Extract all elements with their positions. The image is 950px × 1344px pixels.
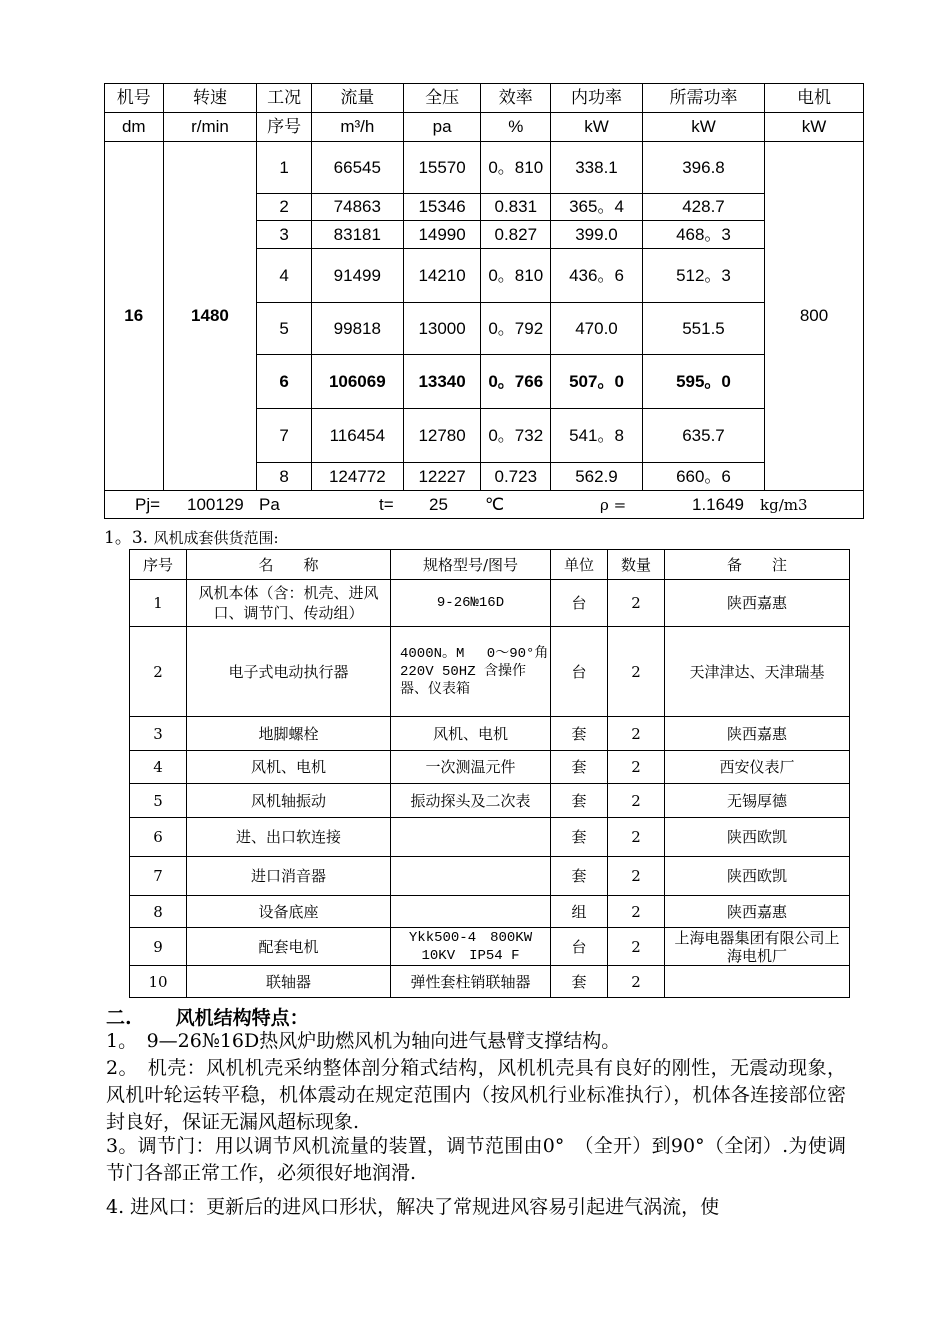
flow-cell: 106069: [311, 355, 403, 409]
note-cell: 陕西嘉惠: [665, 896, 850, 928]
inner-power-cell: 562.9: [551, 463, 643, 491]
row-number-cell: 7: [130, 857, 187, 896]
section-number: 二.: [106, 1007, 132, 1029]
note-cell: 陕西欧凯: [665, 818, 850, 857]
quantity-cell: 2: [608, 627, 665, 717]
item-name-cell: 联轴器: [187, 966, 391, 998]
efficiency-cell: 0.827: [481, 221, 551, 249]
spec-cell: [391, 818, 551, 857]
unit-cell: 套: [551, 751, 608, 784]
quantity-cell: 2: [608, 751, 665, 784]
row-number-cell: 6: [130, 818, 187, 857]
header-cell: 单位: [551, 550, 608, 580]
spec-cell: 弹性套柱销联轴器: [391, 966, 551, 998]
required-power-cell: 396.8: [642, 142, 764, 194]
inner-power-cell: 365。4: [551, 194, 643, 221]
row-number-cell: 9: [130, 928, 187, 966]
condition-no-cell: 6: [257, 355, 312, 409]
paragraph: 3。调节门：用以调节风机流量的装置，调节范围由0° （全开）到90°（全闭）.为使调节门各部正常工作，必须很好地润滑.: [106, 1135, 846, 1184]
perf-header-row-1: [105, 84, 864, 113]
unit-cell: 组: [551, 896, 608, 928]
pressure-cell: 15570: [403, 142, 481, 194]
unit-cell: 台: [551, 627, 608, 717]
rho-value: 1.1649: [692, 494, 744, 514]
performance-table: [104, 83, 864, 519]
row-number-cell: 1: [130, 580, 187, 627]
row-number-cell: 4: [130, 751, 187, 784]
note-cell: 西安仪表厂: [665, 751, 850, 784]
efficiency-cell: 0。766: [481, 355, 551, 409]
flow-cell: 91499: [311, 249, 403, 303]
flow-cell: 124772: [311, 463, 403, 491]
pressure-cell: 13000: [403, 303, 481, 355]
supply-row: [130, 928, 850, 966]
quantity-cell: 2: [608, 928, 665, 966]
inner-power-cell: 338.1: [551, 142, 643, 194]
flow-cell: 83181: [311, 221, 403, 249]
unit-cell: 套: [551, 717, 608, 751]
condition-no-cell: 4: [257, 249, 312, 303]
quantity-cell: 2: [608, 717, 665, 751]
supply-row: [130, 857, 850, 896]
unit-cell: 序号: [257, 113, 312, 142]
spec-cell: [391, 857, 551, 896]
spec-cell: [391, 896, 551, 928]
speed-cell: 1480: [163, 142, 257, 491]
item-name-cell: 进、出口软连接: [187, 818, 391, 857]
flow-cell: 66545: [311, 142, 403, 194]
efficiency-cell: 0.831: [481, 194, 551, 221]
spec-cell: 4000N。M 0～90°角 220V 50HZ 含操作器、仪表箱: [391, 627, 551, 717]
spec-cell: 风机、电机: [391, 717, 551, 751]
note-cell: 天津津达、天津瑞基: [665, 627, 850, 717]
spec-cell: Ykk500-4 800KW 10KV IP54 F: [391, 928, 551, 966]
flow-cell: 74863: [311, 194, 403, 221]
unit-cell: kW: [642, 113, 764, 142]
pressure-cell: 12780: [403, 409, 481, 463]
inner-power-cell: 541。8: [551, 409, 643, 463]
pressure-cell: 15346: [403, 194, 481, 221]
rho-label: ρ =: [600, 495, 627, 514]
efficiency-cell: 0。732: [481, 409, 551, 463]
item-name-cell: 风机轴振动: [187, 784, 391, 818]
supply-row: [130, 580, 850, 627]
unit-cell: kW: [551, 113, 643, 142]
flow-cell: 99818: [311, 303, 403, 355]
unit-cell: 套: [551, 966, 608, 998]
note-cell: 无锡厚德: [665, 784, 850, 818]
required-power-cell: 468。3: [642, 221, 764, 249]
row-number-cell: 10: [130, 966, 187, 998]
header-cell: 名 称: [187, 550, 391, 580]
note-cell: 陕西嘉惠: [665, 580, 850, 627]
header-cell: 工况: [257, 84, 312, 113]
perf-footer-row: [105, 491, 864, 519]
unit-cell: dm: [105, 113, 164, 142]
condition-no-cell: 2: [257, 194, 312, 221]
machine-no-cell: 16: [105, 142, 164, 491]
spec-cell: 一次测温元件: [391, 751, 551, 784]
caption-text: 风机成套供货范围:: [153, 529, 279, 547]
efficiency-cell: 0。792: [481, 303, 551, 355]
supply-row: [130, 818, 850, 857]
pj-value: 100129: [187, 494, 244, 514]
unit-cell: m³/h: [311, 113, 403, 142]
header-cell: 效率: [481, 84, 551, 113]
header-cell: 电机: [765, 84, 864, 113]
condition-no-cell: 3: [257, 221, 312, 249]
pressure-cell: 13340: [403, 355, 481, 409]
section-title: 风机结构特点：: [175, 1007, 309, 1029]
flow-cell: 116454: [311, 409, 403, 463]
supply-row: [130, 784, 850, 818]
note-cell: 上海电器集团有限公司上海电机厂: [665, 928, 850, 966]
supply-row: [130, 896, 850, 928]
quantity-cell: 2: [608, 784, 665, 818]
inner-power-cell: 436。6: [551, 249, 643, 303]
pressure-cell: 14990: [403, 221, 481, 249]
row-number-cell: 3: [130, 717, 187, 751]
t-label: t=: [379, 494, 394, 514]
supply-caption: [104, 523, 279, 548]
spec-cell: 振动探头及二次表: [391, 784, 551, 818]
unit-cell: %: [481, 113, 551, 142]
t-unit: ℃: [485, 494, 505, 514]
caption-number: 1。3.: [104, 528, 149, 548]
header-cell: 转速: [163, 84, 257, 113]
section-heading: [106, 1003, 309, 1030]
supply-row: [130, 966, 850, 998]
required-power-cell: 551.5: [642, 303, 764, 355]
required-power-cell: 595。0: [642, 355, 764, 409]
inner-power-cell: 507。0: [551, 355, 643, 409]
pressure-cell: 14210: [403, 249, 481, 303]
quantity-cell: 2: [608, 966, 665, 998]
quantity-cell: 2: [608, 857, 665, 896]
unit-cell: 套: [551, 857, 608, 896]
paragraph: 2。 机壳：风机机壳采纳整体剖分箱式结构，风机机壳具有良好的刚性，无震动现象，风机叶轮运转平稳，机体震动在规定范围内（按风机行业标准执行），机体各连接部位密封良好，保证无漏风超标现象.: [106, 1057, 846, 1133]
row-number-cell: 8: [130, 896, 187, 928]
unit-cell: kW: [765, 113, 864, 142]
inner-power-cell: 399.0: [551, 221, 643, 249]
item-name-cell: 设备底座: [187, 896, 391, 928]
paragraph: 4. 进风口：更新后的进风口形状，解决了常规进风容易引起进气涡流，使: [106, 1196, 720, 1218]
condition-no-cell: 7: [257, 409, 312, 463]
quantity-cell: 2: [608, 818, 665, 857]
header-cell: 备 注: [665, 550, 850, 580]
required-power-cell: 512。3: [642, 249, 764, 303]
inner-power-cell: 470.0: [551, 303, 643, 355]
unit-cell: 台: [551, 928, 608, 966]
header-cell: 所需功率: [642, 84, 764, 113]
header-cell: 规格型号/图号: [391, 550, 551, 580]
efficiency-cell: 0。810: [481, 142, 551, 194]
unit-cell: 台: [551, 580, 608, 627]
item-name-cell: 地脚螺栓: [187, 717, 391, 751]
pj-unit: Pa: [259, 494, 280, 514]
header-cell: 流量: [311, 84, 403, 113]
unit-cell: 套: [551, 818, 608, 857]
required-power-cell: 635.7: [642, 409, 764, 463]
condition-no-cell: 1: [257, 142, 312, 194]
efficiency-cell: 0.723: [481, 463, 551, 491]
conditions-cell: [105, 491, 864, 519]
supply-table: [129, 549, 850, 998]
header-cell: 数量: [608, 550, 665, 580]
header-cell: 内功率: [551, 84, 643, 113]
header-cell: 序号: [130, 550, 187, 580]
supply-row: [130, 627, 850, 717]
note-cell: [665, 966, 850, 998]
unit-cell: 套: [551, 784, 608, 818]
pressure-cell: 12227: [403, 463, 481, 491]
header-cell: 机号: [105, 84, 164, 113]
required-power-cell: 428.7: [642, 194, 764, 221]
quantity-cell: 2: [608, 896, 665, 928]
note-cell: 陕西欧凯: [665, 857, 850, 896]
row-number-cell: 5: [130, 784, 187, 818]
rho-unit: kg/m3: [760, 495, 808, 514]
t-value: 25: [429, 494, 448, 514]
condition-no-cell: 8: [257, 463, 312, 491]
item-name-cell: 电子式电动执行器: [187, 627, 391, 717]
item-name-cell: 风机本体（含：机壳、进风口、调节门、传动组）: [187, 580, 391, 627]
pj-label: Pj=: [135, 494, 161, 514]
spec-cell: 9-26№16D: [391, 580, 551, 627]
item-name-cell: 配套电机: [187, 928, 391, 966]
item-name-cell: 进口消音器: [187, 857, 391, 896]
note-cell: 陕西嘉惠: [665, 717, 850, 751]
supply-row: [130, 717, 850, 751]
motor-power-cell: 800: [765, 142, 864, 491]
perf-data-row: [105, 142, 864, 194]
condition-no-cell: 5: [257, 303, 312, 355]
efficiency-cell: 0。810: [481, 249, 551, 303]
supply-row: [130, 751, 850, 784]
unit-cell: r/min: [163, 113, 257, 142]
perf-header-row-2: [105, 113, 864, 142]
quantity-cell: 2: [608, 580, 665, 627]
unit-cell: pa: [403, 113, 481, 142]
item-name-cell: 风机、电机: [187, 751, 391, 784]
supply-header-row: [130, 550, 850, 580]
required-power-cell: 660。6: [642, 463, 764, 491]
header-cell: 全压: [403, 84, 481, 113]
paragraph: 1。 9—26№16D热风炉助燃风机为轴向进气悬臂支撑结构。: [106, 1030, 621, 1052]
row-number-cell: 2: [130, 627, 187, 717]
